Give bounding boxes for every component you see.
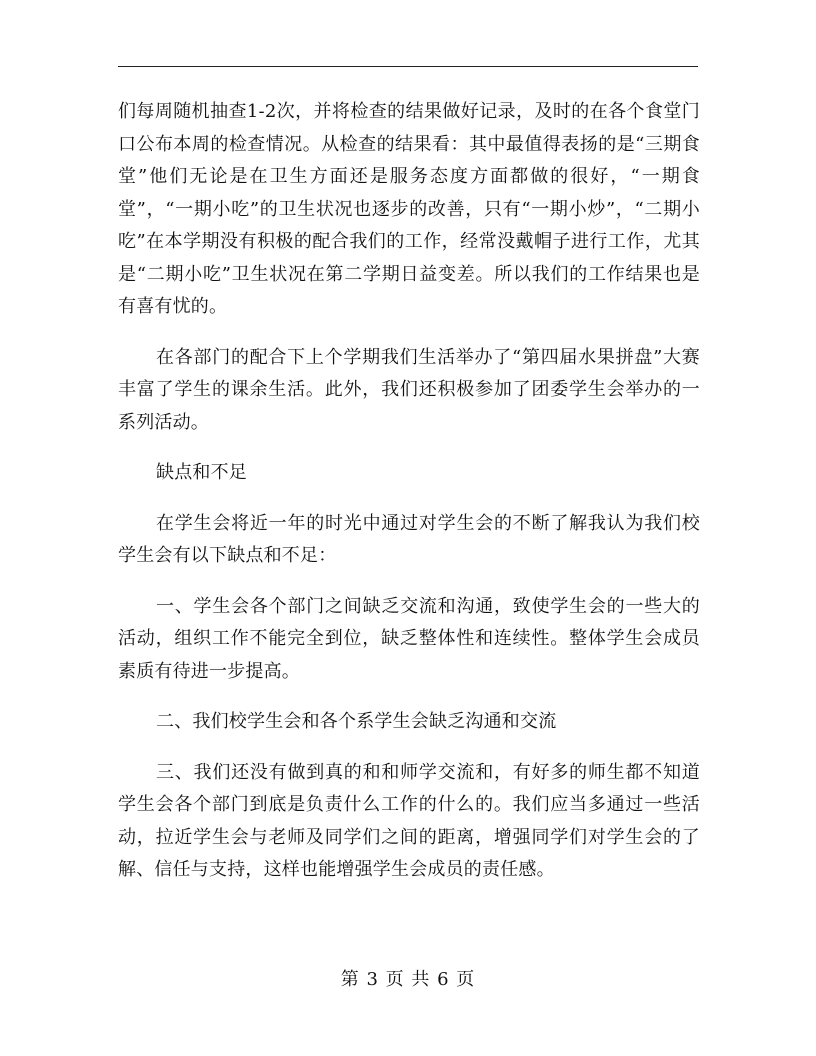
page-number: 第 3 页 共 6 页 [340, 969, 476, 990]
paragraph-intro-shortcomings: 在学生会将近一年的时光中通过对学生会的不断了解我认为我们校学生会有以下缺点和不足： [118, 512, 700, 566]
section-heading: 缺点和不足 [156, 462, 247, 483]
list-item-one: 一、学生会各个部门之间缺乏交流和沟通，致使学生会的一些大的活动，组织工作不能完全到位，缺乏整体性和连续性。整体学生会成员素质有待进一步提高。 [118, 595, 700, 682]
paragraph-activities: 在各部门的配合下上个学期我们生活举办了“第四届水果拼盘”大赛丰富了学生的课余生活。此外，我们还积极参加了团委学生会举办的一系列活动。 [118, 346, 700, 433]
header-rule [118, 66, 698, 67]
list-item-two: 二、我们校学生会和各个系学生会缺乏沟通和交流 [156, 711, 557, 732]
list-item-three: 三、我们还没有做到真的和和师学交流和，有好多的师生都不知道学生会各个部门到底是负责什么工作的什么的。我们应当多通过一些活动，拉近学生会与老师及同学们之间的距离，增强同学们对学生会的了解、信任与支持，这样也能增强学生会成员的责任感。 [118, 761, 700, 880]
paragraph-continuation: 们每周随机抽查1-2次，并将检查的结果做好记录，及时的在各个食堂门口公布本周的检查情况。从检查的结果看：其中最值得表扬的是“三期食堂”他们无论是在卫生方面还是服务态度方面都做的很好，“一期食堂”，“一期小吃”的卫生状况也逐步的改善，只有“一期小炒”，“二期小吃”在本学期没有积极的配合我们的工作，经常没戴帽子进行工作，尤其是“二期小吃”卫生状况在第二学期日益变差。所以我们的工作结果也是有喜有忧的。 [118, 101, 700, 317]
document-body [118, 96, 700, 905]
